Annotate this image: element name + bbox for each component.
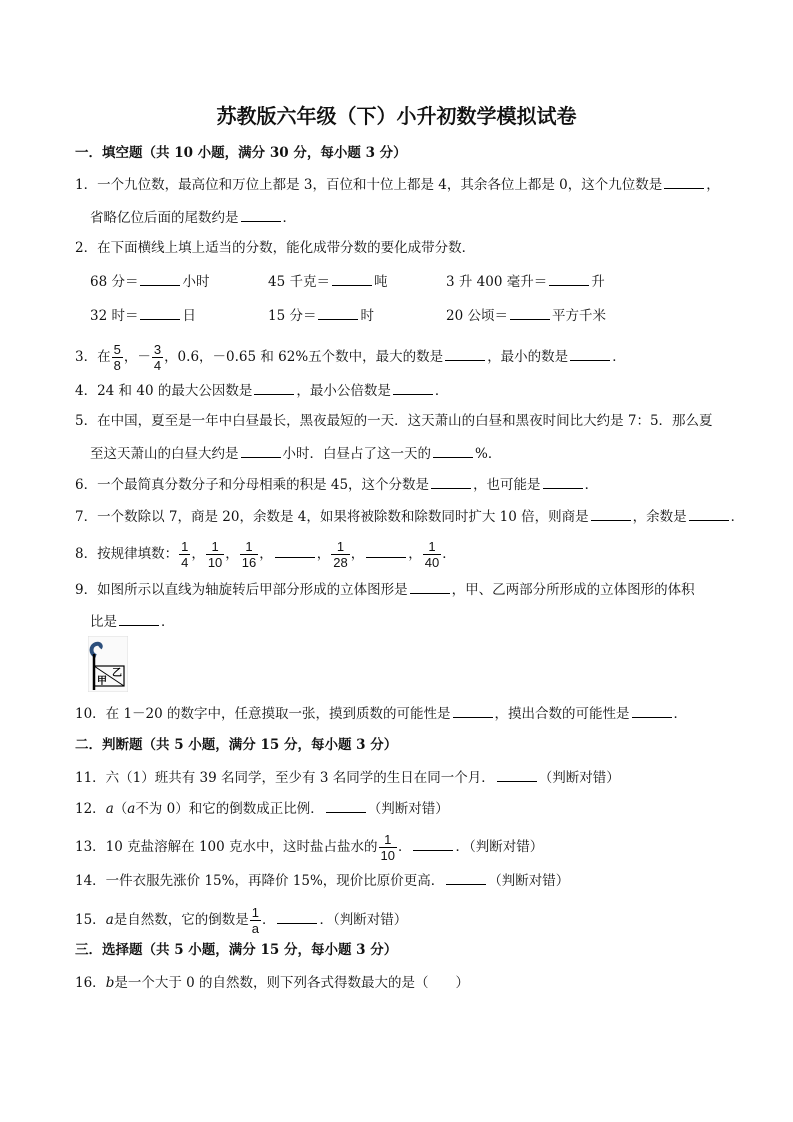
rotation-figure bbox=[88, 636, 128, 692]
section-heading bbox=[75, 143, 733, 163]
question-text: 1．一个九位数，最高位和万位上都是 3，百位和十位上都是 4，其余各位上都是 0，这个九位数是 bbox=[75, 177, 663, 193]
question-text: ， bbox=[316, 546, 331, 562]
question-text: 至这天萧山的白昼大约是 bbox=[90, 446, 239, 462]
variable-text: a bbox=[105, 801, 114, 817]
question-line bbox=[75, 474, 733, 495]
fraction bbox=[152, 342, 163, 373]
question-line bbox=[75, 973, 733, 993]
answer-blank[interactable] bbox=[689, 506, 729, 521]
question-text: （判断对错） bbox=[367, 801, 449, 817]
answer-blank[interactable] bbox=[497, 767, 537, 782]
fraction-denominator: 28 bbox=[333, 555, 348, 570]
question-text: 12． bbox=[75, 801, 106, 817]
label-jia: 甲 bbox=[97, 676, 107, 687]
question-text: ． bbox=[261, 912, 276, 928]
answer-blank[interactable] bbox=[632, 703, 672, 718]
answer-blank[interactable] bbox=[318, 305, 358, 320]
question-text: 2．在下面横线上填上适当的分数，能化成带分数的要化成带分数． bbox=[75, 240, 476, 256]
answer-blank[interactable] bbox=[664, 174, 704, 189]
conversion-item bbox=[90, 271, 268, 292]
fraction-numerator: 1 bbox=[251, 905, 259, 920]
question-text: 68 分＝ bbox=[90, 274, 139, 290]
answer-blank[interactable] bbox=[510, 305, 550, 320]
fraction-denominator: 10 bbox=[380, 848, 395, 863]
answer-blank[interactable] bbox=[275, 543, 315, 558]
variable-text: b bbox=[105, 975, 115, 991]
answer-blank[interactable] bbox=[277, 909, 317, 924]
conversion-item bbox=[446, 305, 624, 326]
answer-blank[interactable] bbox=[453, 703, 493, 718]
conversion-item bbox=[90, 305, 268, 326]
question-text: 32 时＝ bbox=[90, 308, 139, 324]
question-text: 6．一个最简真分数分子和分母相乘的积是 45，这个分数是 bbox=[75, 477, 430, 493]
variable-text: a bbox=[105, 912, 114, 928]
question-line bbox=[75, 905, 733, 936]
question-line bbox=[75, 411, 733, 431]
question-line bbox=[75, 703, 733, 724]
question-text: ． bbox=[673, 706, 688, 722]
question-continuation bbox=[90, 443, 733, 464]
question-text: 15． bbox=[75, 912, 106, 928]
question-text: ，最小的数是 bbox=[487, 349, 569, 365]
question-text: ，－ bbox=[123, 349, 151, 365]
question-text: ，最小公倍数是 bbox=[296, 383, 391, 399]
answer-blank[interactable] bbox=[410, 579, 450, 594]
question-text: 三．选择题（共 5 小题，满分 15 分，每小题 3 分） bbox=[75, 942, 398, 958]
question-text: ． bbox=[397, 839, 412, 855]
question-text: 日 bbox=[182, 308, 196, 324]
question-text: 时 bbox=[360, 308, 374, 324]
answer-blank[interactable] bbox=[446, 870, 486, 885]
fraction-numerator: 1 bbox=[240, 539, 258, 555]
question-text: ， bbox=[350, 546, 365, 562]
fraction bbox=[240, 539, 258, 570]
fraction bbox=[250, 905, 261, 936]
answer-blank[interactable] bbox=[332, 271, 372, 286]
question-text: 小时．白昼占了这一天的 bbox=[282, 446, 431, 462]
fraction bbox=[423, 539, 441, 570]
question-text: ， bbox=[408, 546, 422, 562]
question-text: ，甲、乙两部分所形成的立体图形的体积 bbox=[451, 582, 695, 598]
fraction bbox=[206, 539, 224, 570]
fraction-numerator: 1 bbox=[331, 539, 349, 555]
question-text: 7．一个数除以 7，商是 20，余数是 4，如果将被除数和除数同时扩大 10 倍，则商是 bbox=[75, 509, 589, 525]
question-text: ．（判断对错） bbox=[319, 912, 408, 928]
question-continuation bbox=[90, 305, 733, 326]
fraction bbox=[379, 832, 397, 863]
question-text: ． bbox=[282, 210, 296, 226]
answer-blank[interactable] bbox=[433, 443, 473, 458]
answer-blank[interactable] bbox=[254, 380, 294, 395]
question-continuation bbox=[90, 207, 733, 228]
question-text: 5．在中国，夏至是一年中白昼最长，黑夜最短的一天．这天萧山的白昼和黑夜时间比大约是 7：5．那么夏 bbox=[75, 413, 713, 429]
question-text: 是一个大于 0 的自然数，则下列各式得数最大的是（ ） bbox=[114, 975, 470, 991]
question-text: 升 bbox=[591, 274, 605, 290]
answer-blank[interactable] bbox=[119, 611, 159, 626]
question-text: ． bbox=[442, 546, 456, 562]
question-text: 4．24 和 40 的最大公因数是 bbox=[75, 383, 253, 399]
question-text: 15 分＝ bbox=[268, 308, 317, 324]
fraction bbox=[179, 539, 190, 570]
answer-blank[interactable] bbox=[393, 380, 433, 395]
fraction-denominator: 8 bbox=[113, 358, 121, 373]
question-text: ， bbox=[191, 546, 205, 562]
question-line bbox=[75, 832, 733, 863]
question-continuation bbox=[90, 611, 733, 632]
question-text: ，也可能是 bbox=[473, 477, 541, 493]
question-text: %． bbox=[475, 446, 502, 462]
answer-blank[interactable] bbox=[140, 305, 180, 320]
answer-blank[interactable] bbox=[570, 346, 610, 361]
variable-text: a bbox=[127, 801, 136, 817]
fraction-numerator: 1 bbox=[206, 539, 224, 555]
answer-blank[interactable] bbox=[140, 271, 180, 286]
question-text: 8．按规律填数： bbox=[75, 546, 179, 562]
fraction bbox=[112, 342, 123, 373]
question-text: ， bbox=[259, 546, 273, 562]
question-text: 9．如图所示以直线为轴旋转后甲部分形成的立体图形是 bbox=[75, 582, 408, 598]
fraction-denominator: 16 bbox=[241, 555, 257, 570]
question-line bbox=[75, 870, 733, 891]
question-text: ． bbox=[730, 509, 745, 525]
question-line bbox=[75, 798, 733, 819]
answer-blank[interactable] bbox=[326, 798, 366, 813]
question-text: （ bbox=[113, 801, 128, 817]
fraction-numerator: 3 bbox=[153, 342, 162, 357]
answer-blank[interactable] bbox=[549, 271, 589, 286]
question-line bbox=[75, 174, 733, 195]
question-text: ． bbox=[434, 383, 449, 399]
answer-blank[interactable] bbox=[241, 443, 281, 458]
question-text: 13．10 克盐溶解在 100 克水中，这时盐占盐水的 bbox=[75, 839, 378, 855]
section-heading bbox=[75, 735, 733, 755]
answer-blank[interactable] bbox=[431, 474, 471, 489]
question-text: 比是 bbox=[90, 614, 117, 630]
conversion-item bbox=[268, 271, 446, 292]
question-line bbox=[75, 380, 733, 401]
question-text: 省略亿位后面的尾数约是 bbox=[90, 210, 239, 226]
question-text: 二．判断题（共 5 小题，满分 15 分，每小题 3 分） bbox=[75, 737, 398, 753]
question-text: 吨 bbox=[373, 274, 388, 290]
question-text: ． bbox=[612, 349, 626, 365]
fraction-denominator: 10 bbox=[207, 555, 223, 570]
section-heading bbox=[75, 940, 733, 960]
page-title: 苏教版六年级（下）小升初数学模拟试卷 bbox=[216, 104, 577, 128]
question-text: 一．填空题（共 10 小题，满分 30 分，每小题 3 分） bbox=[75, 145, 407, 161]
fraction-numerator: 5 bbox=[113, 342, 121, 357]
question-line bbox=[75, 506, 745, 527]
conversion-item bbox=[268, 305, 446, 326]
fraction-numerator: 1 bbox=[423, 539, 441, 555]
fraction-numerator: 1 bbox=[379, 832, 397, 848]
question-text: 平方千米 bbox=[551, 308, 606, 324]
question-text: 45 千克＝ bbox=[268, 274, 330, 290]
question-text: （判断对错） bbox=[488, 873, 570, 889]
question-text: 10．在 1－20 的数字中，任意摸取一张，摸到质数的可能性是 bbox=[75, 706, 451, 722]
question-text: ．（判断对错） bbox=[455, 839, 544, 855]
question-continuation bbox=[90, 271, 733, 292]
question-text: ，0.6，－0.65 和 62%五个数中，最大的数是 bbox=[164, 349, 444, 365]
question-text: ． bbox=[161, 614, 175, 630]
fraction-denominator: 40 bbox=[424, 555, 440, 570]
answer-blank[interactable] bbox=[445, 346, 485, 361]
answer-blank[interactable] bbox=[413, 836, 453, 851]
fraction-denominator: a bbox=[251, 921, 259, 936]
question-text: （判断对错） bbox=[538, 770, 620, 786]
question-text: 11．六（1）班共有 39 名同学，至少有 3 名同学的生日在同一个月． bbox=[75, 770, 495, 786]
question-line bbox=[75, 539, 733, 570]
question-line bbox=[75, 579, 733, 600]
fraction-numerator: 1 bbox=[181, 539, 189, 554]
question-text: ． bbox=[584, 477, 599, 493]
question-line bbox=[75, 342, 733, 373]
question-text: ，摸出合数的可能性是 bbox=[494, 706, 630, 722]
question-text: 16． bbox=[75, 975, 106, 991]
answer-blank[interactable] bbox=[543, 474, 583, 489]
answer-blank[interactable] bbox=[591, 506, 631, 521]
question-line bbox=[75, 238, 733, 258]
question-text: 14．一件衣服先涨价 15%，再降价 15%，现价比原价更高． bbox=[75, 873, 445, 889]
conversion-item bbox=[446, 271, 624, 292]
question-text: 是自然数，它的倒数是 bbox=[113, 912, 249, 928]
question-text: ，余数是 bbox=[632, 509, 687, 525]
fraction-denominator: 4 bbox=[153, 358, 162, 373]
question-text: 3 升 400 毫升＝ bbox=[446, 274, 548, 290]
answer-blank[interactable] bbox=[241, 207, 281, 222]
fraction-denominator: 4 bbox=[181, 555, 189, 570]
answer-blank[interactable] bbox=[366, 543, 406, 558]
label-yi: 乙 bbox=[112, 668, 122, 679]
question-text: 20 公顷＝ bbox=[446, 308, 508, 324]
question-line bbox=[75, 767, 733, 788]
question-text: 不为 0）和它的倒数成正比例． bbox=[135, 801, 324, 817]
question-text: 3．在 bbox=[75, 349, 111, 365]
fraction bbox=[331, 539, 349, 570]
question-text: ， bbox=[706, 177, 720, 193]
question-text: ， bbox=[225, 546, 239, 562]
question-text: 小时 bbox=[182, 274, 210, 290]
